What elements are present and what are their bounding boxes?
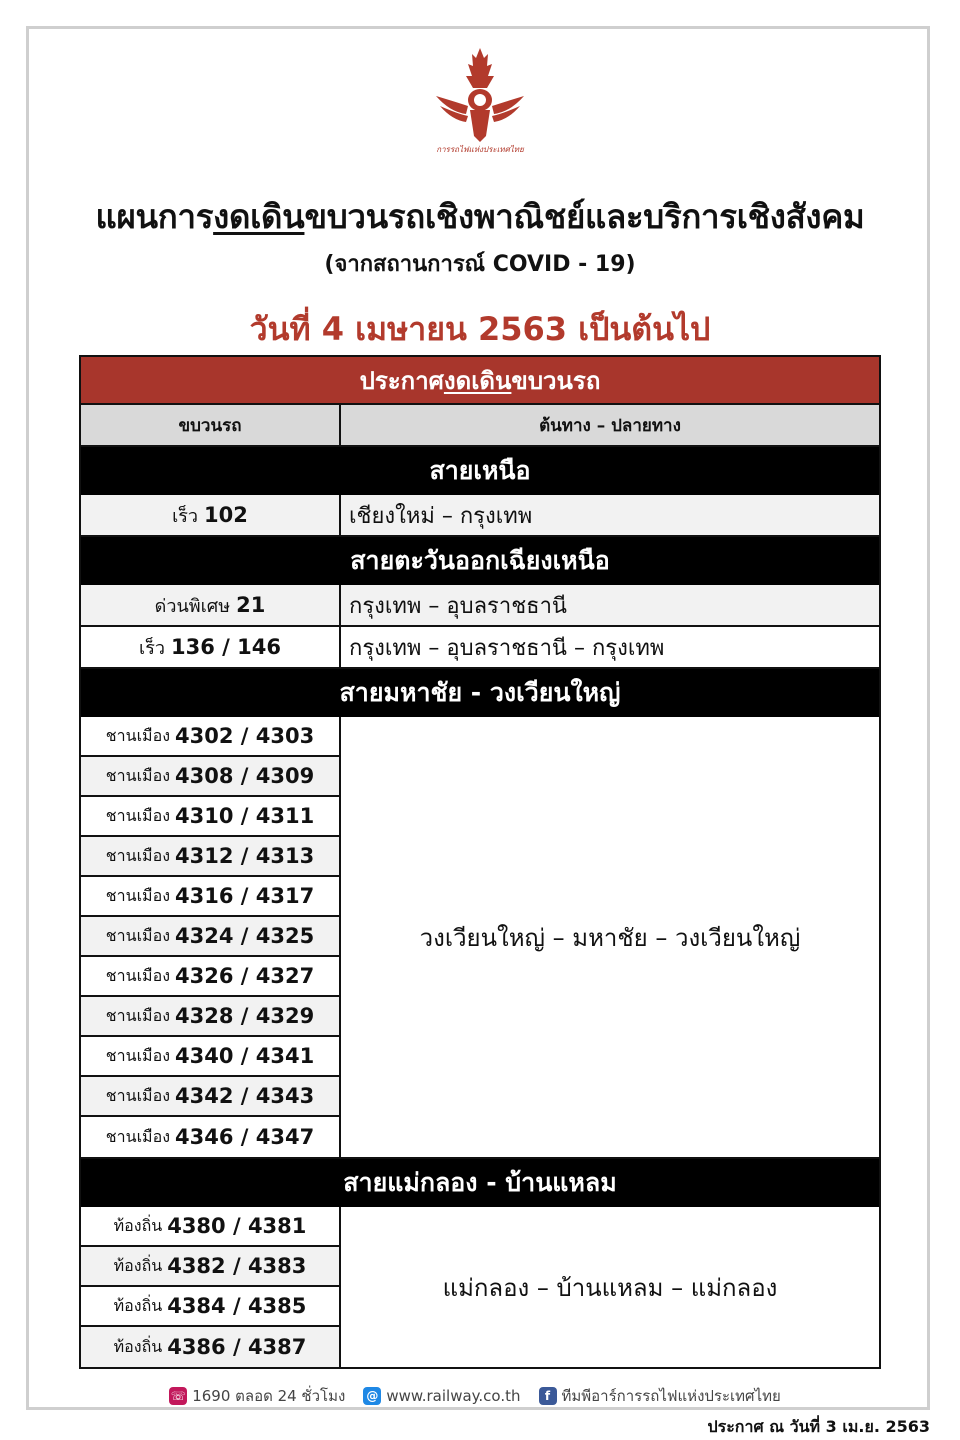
hotline-text: 1690 ตลอด 24 ชั่วโมง xyxy=(192,1387,346,1405)
table-row xyxy=(81,957,339,997)
globe-icon: @ xyxy=(363,1387,381,1405)
train-number: 4382 / 4383 xyxy=(167,1254,307,1278)
train-type: ด่วนพิเศษ xyxy=(154,595,231,617)
train-number: 4312 / 4313 xyxy=(175,844,315,868)
table-row xyxy=(81,717,339,757)
table-row xyxy=(81,797,339,837)
headset-icon: ☏ xyxy=(170,1389,186,1403)
section-northeast: สายตะวันออกเฉียงเหนือ xyxy=(81,537,879,585)
table-row xyxy=(81,627,879,669)
logo-text: การรถไฟแห่งประเทศไทย xyxy=(436,145,524,154)
srt-logo xyxy=(430,44,530,156)
table-row xyxy=(81,877,339,917)
train-type: ชานเมือง xyxy=(105,1085,171,1105)
section-maeklong: สายแม่กลอง - บ้านแหลม xyxy=(81,1159,879,1207)
train-number: 4384 / 4385 xyxy=(167,1294,307,1318)
train-number: 4380 / 4381 xyxy=(167,1214,307,1238)
table-row xyxy=(81,757,339,797)
announce-header: ประกาศ งดเดิน ขบวนรถ xyxy=(81,357,879,405)
train-number: 4302 / 4303 xyxy=(175,724,315,748)
train-number: 136 / 146 xyxy=(170,635,281,659)
train-number: 102 xyxy=(204,503,248,527)
train-type: ชานเมือง xyxy=(105,1045,171,1065)
route-text: กรุงเทพ – อุบลราชธานี xyxy=(349,593,567,619)
train-type: ท้องถิ่น xyxy=(113,1295,163,1315)
train-number: 21 xyxy=(236,593,266,617)
train-type: ท้องถิ่น xyxy=(113,1336,163,1356)
section-mahachai: สายมหาชัย - วงเวียนใหญ่ xyxy=(81,669,879,717)
train-number: 4328 / 4329 xyxy=(175,1004,315,1028)
table-row xyxy=(81,1037,339,1077)
train-type: ท้องถิ่น xyxy=(113,1255,163,1275)
train-number: 4310 / 4311 xyxy=(175,804,315,828)
table-row xyxy=(81,917,339,957)
train-number: 4324 / 4325 xyxy=(175,924,315,948)
facebook-link[interactable]: ทีมพีอาร์การรถไฟแห่งประเทศไทย xyxy=(561,1387,781,1405)
announced-date: ประกาศ ณ วันที่ 3 เม.ย. 2563 xyxy=(707,1417,930,1436)
route-text: วงเวียนใหญ่ – มหาชัย – วงเวียนใหญ่ xyxy=(419,923,801,952)
column-header-train: ขบวนรถ xyxy=(81,405,341,445)
table-row xyxy=(81,495,879,537)
train-type: ท้องถิ่น xyxy=(113,1215,163,1235)
facebook-icon: f xyxy=(539,1387,557,1405)
train-type: ชานเมือง xyxy=(105,885,171,905)
train-number: 4346 / 4347 xyxy=(175,1125,315,1149)
train-type: ชานเมือง xyxy=(105,1126,171,1146)
route-text: กรุงเทพ – อุบลราชธานี – กรุงเทพ xyxy=(349,635,665,661)
effective-date: วันที่ 4 เมษายน 2563 เป็นต้นไป xyxy=(249,310,711,348)
table-row xyxy=(81,1327,339,1367)
train-number: 4308 / 4309 xyxy=(175,764,315,788)
train-type: ชานเมือง xyxy=(105,805,171,825)
train-number: 4326 / 4327 xyxy=(175,964,315,988)
table-row xyxy=(81,1207,339,1247)
train-type: ชานเมือง xyxy=(105,765,171,785)
table-row xyxy=(81,1247,339,1287)
mahachai-group xyxy=(81,717,879,1159)
table-row xyxy=(81,997,339,1037)
website-link[interactable]: www.railway.co.th xyxy=(386,1387,521,1405)
train-type: ชานเมือง xyxy=(105,965,171,985)
train-type: ชานเมือง xyxy=(105,845,171,865)
table-row xyxy=(81,1077,339,1117)
table-row xyxy=(81,585,879,627)
maeklong-train-list xyxy=(81,1207,341,1367)
column-header-route: ต้นทาง – ปลายทาง xyxy=(539,415,681,436)
train-number: 4342 / 4343 xyxy=(175,1084,315,1108)
train-type: ชานเมือง xyxy=(105,925,171,945)
train-type: ชานเมือง xyxy=(105,1005,171,1025)
table-row xyxy=(81,837,339,877)
page-subtitle: (จากสถานการณ์ COVID - 19) xyxy=(324,252,636,277)
route-text: แม่กลอง – บ้านแหลม – แม่กลอง xyxy=(442,1273,778,1302)
route-text: เชียงใหม่ – กรุงเทพ xyxy=(349,503,533,529)
table-row xyxy=(81,1117,339,1157)
maeklong-group xyxy=(81,1207,879,1367)
train-type: เร็ว xyxy=(139,637,165,659)
section-north: สายเหนือ xyxy=(81,447,879,495)
train-type: เร็ว xyxy=(172,505,199,527)
cancellation-table xyxy=(79,355,881,1369)
mahachai-train-list xyxy=(81,717,341,1157)
train-number: 4386 / 4387 xyxy=(167,1335,307,1359)
footer-contacts xyxy=(0,1384,960,1408)
table-row xyxy=(81,1287,339,1327)
page-title: แผนการงดเดินขบวนรถเชิงพาณิชย์และบริการเชิงสังคม xyxy=(95,197,865,236)
train-number: 4340 / 4341 xyxy=(175,1044,315,1068)
column-header-row xyxy=(81,405,879,447)
train-number: 4316 / 4317 xyxy=(175,884,315,908)
train-type: ชานเมือง xyxy=(105,725,171,745)
